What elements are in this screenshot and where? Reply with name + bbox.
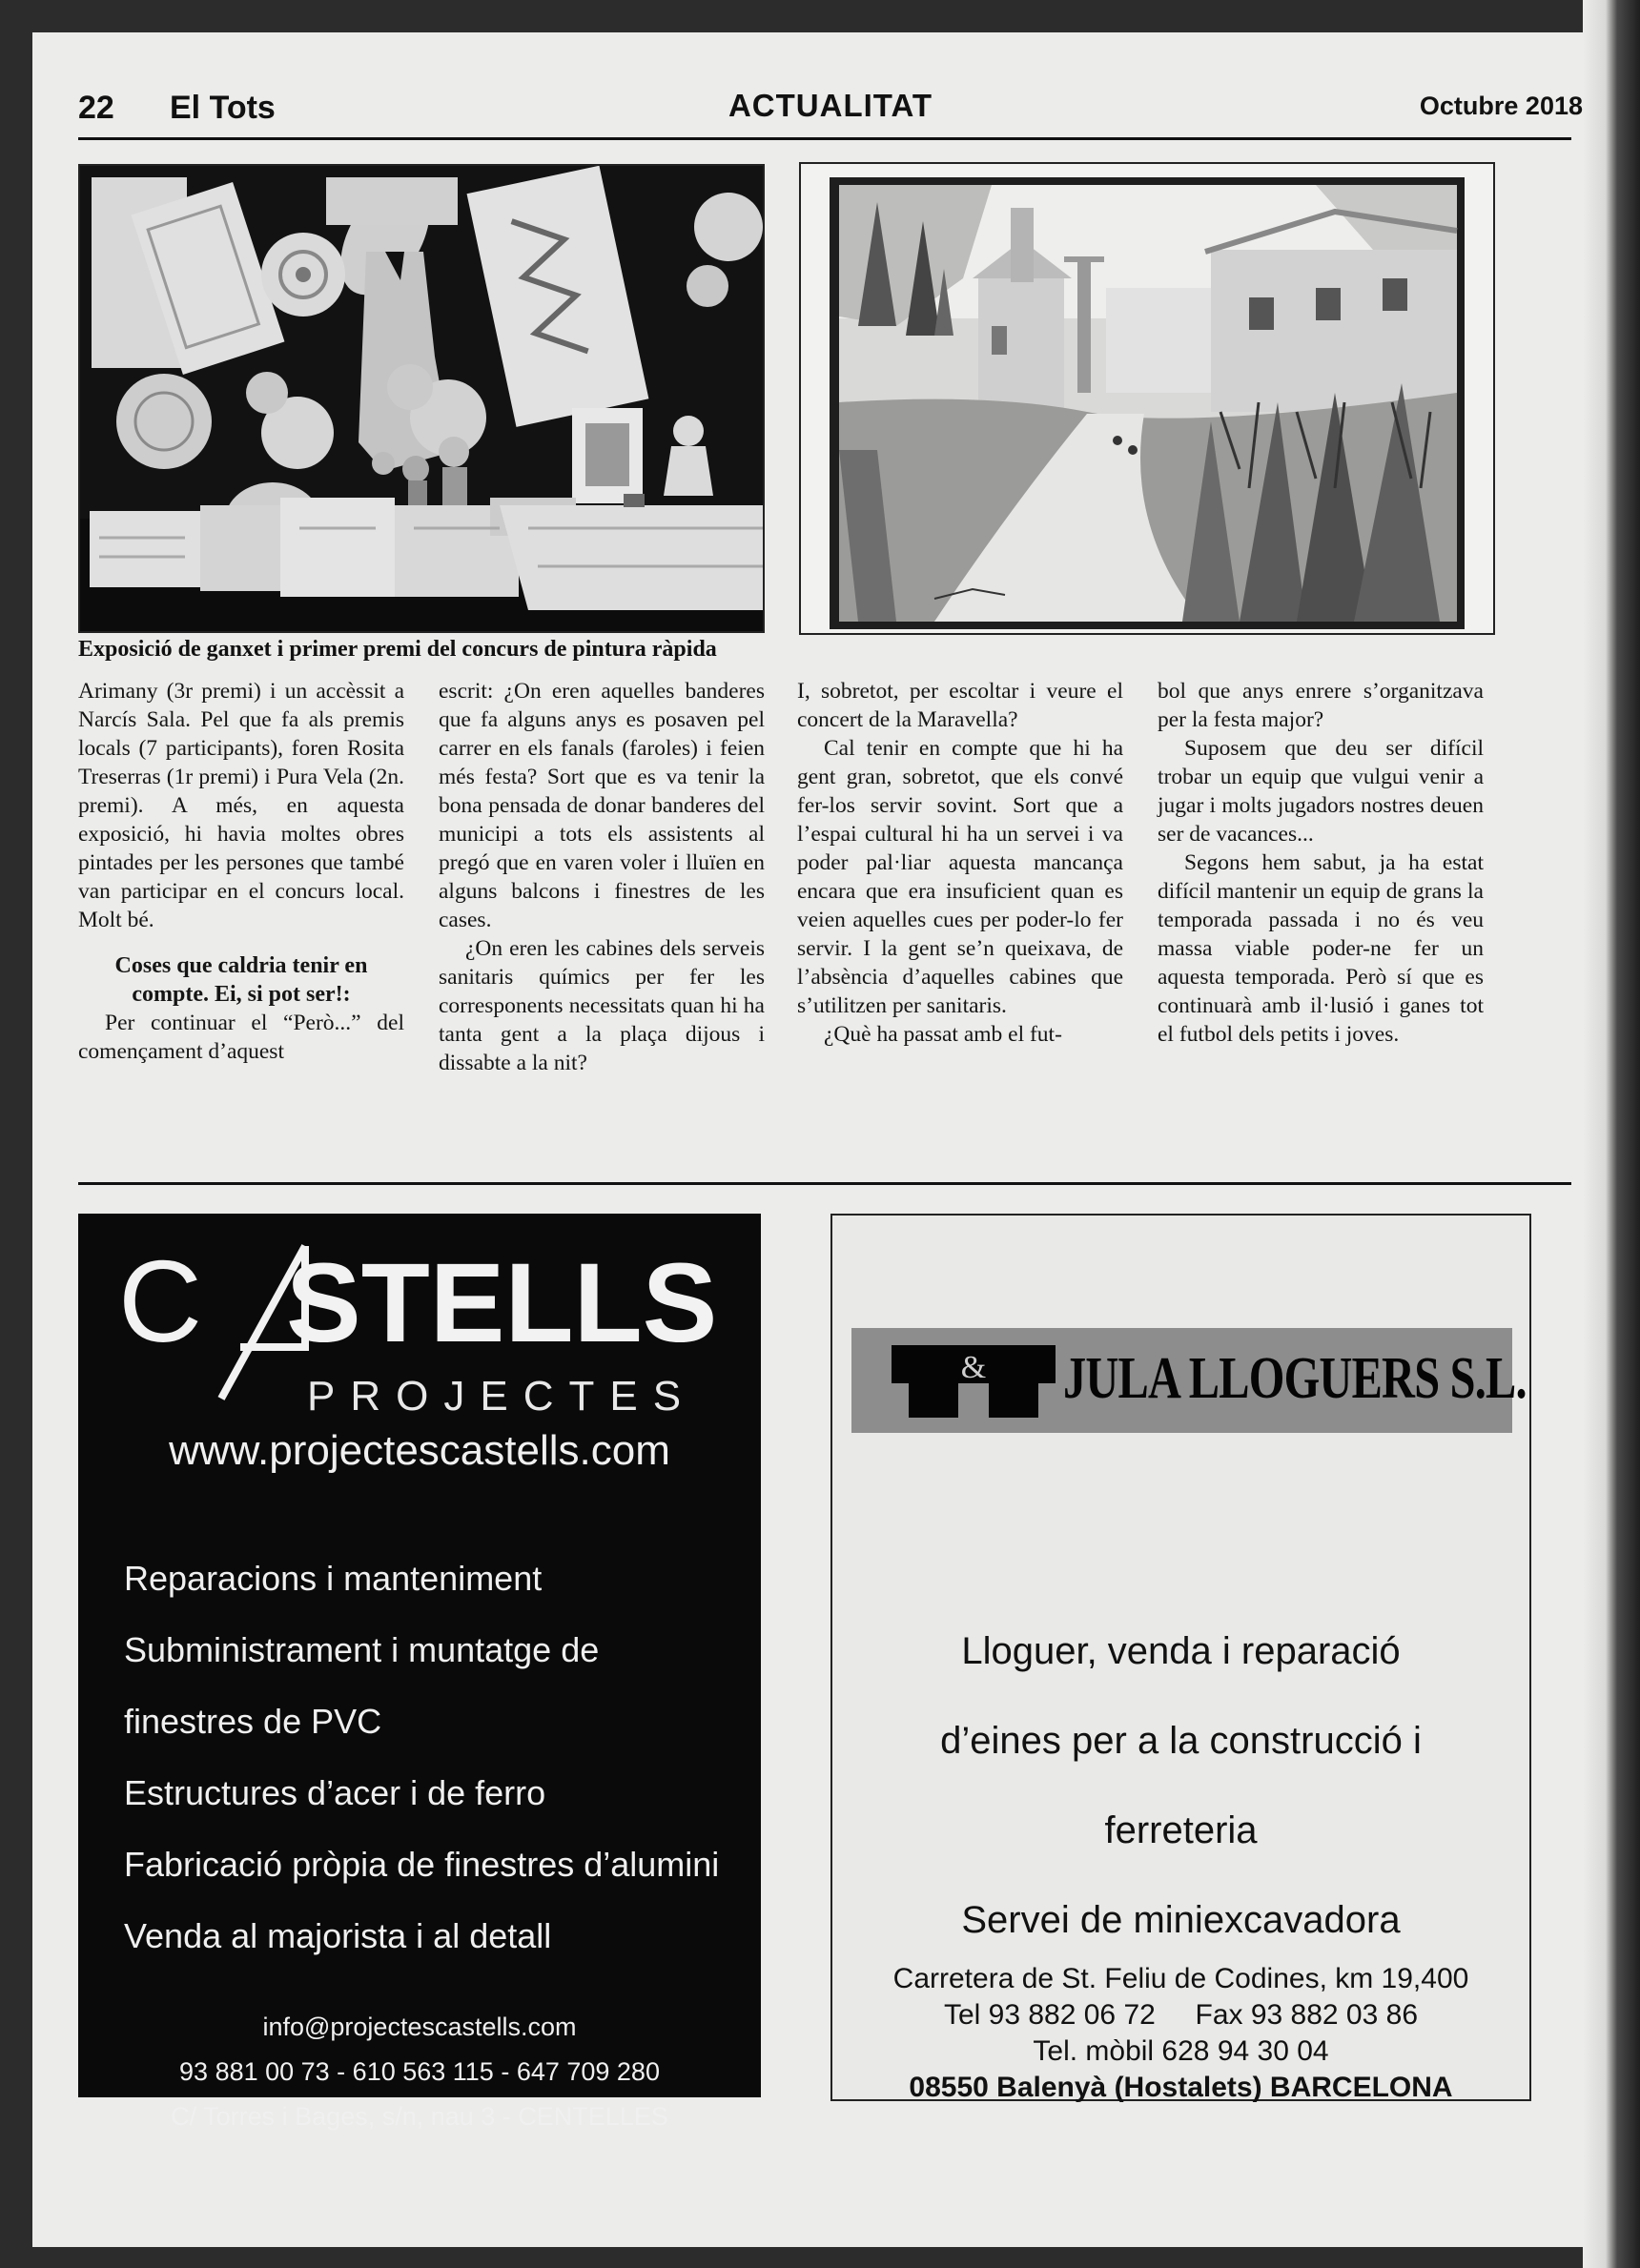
castells-phones: 93 881 00 73 - 610 563 115 - 647 709 280 bbox=[179, 2057, 660, 2086]
logo-c-letter: C bbox=[118, 1236, 203, 1366]
article-column-3 bbox=[797, 677, 1123, 1049]
jula-lloguers-ad bbox=[830, 1214, 1531, 2101]
crochet-exhibition-photo bbox=[78, 164, 765, 633]
jula-desc-line: d’eines per a la construcció i bbox=[940, 1720, 1422, 1762]
jula-desc-line: ferreteria bbox=[1104, 1809, 1258, 1851]
service-item: Subministrament i muntatge de bbox=[124, 1630, 600, 1669]
jula-desc-line: Servei de miniexcavadora bbox=[961, 1899, 1401, 1941]
paragraph: Cal tenir en compte que hi ha gent gran, sobretot, que els convé fer-los servir sovint. Sort que a l’espai cultural hi ha un servei i va poder pal·liar aquesta mancança encara que era insuficient quan es veien aquelles cues per poder-lo fer servir. I la gent se’n queixava, de l’absència d’aquelles cabines que s’utilitzen per sanitaris. bbox=[797, 736, 1123, 1018]
painting-first-prize-photo bbox=[799, 162, 1495, 635]
jula-address: Carretera de St. Feliu de Codines, km 19,400 bbox=[892, 1963, 1469, 1994]
service-item: Estructures d’acer i de ferro bbox=[124, 1773, 546, 1812]
page-number: 22 bbox=[78, 90, 114, 126]
article-body bbox=[78, 677, 1499, 1154]
article-column-1 bbox=[78, 677, 404, 1066]
castells-projectes-ad bbox=[78, 1214, 761, 2131]
paragraph: I, sobretot, per escoltar i veure el concert de la Maravella? bbox=[797, 679, 1123, 732]
castells-website: www.projectescastells.com bbox=[169, 1427, 670, 1474]
jula-desc-line: Lloguer, venda i reparació bbox=[961, 1630, 1401, 1672]
crochet-exhibition-illustration bbox=[80, 166, 763, 631]
page-edge-shadow bbox=[1583, 0, 1640, 2268]
jula-mobile: Tel. mòbil 628 94 30 04 bbox=[1033, 2035, 1329, 2067]
jula-logo-ampersand: & bbox=[960, 1350, 987, 1385]
article-column-4 bbox=[1158, 677, 1484, 1049]
logo-word: STELLS bbox=[286, 1240, 718, 1366]
article-subheading: Coses que caldria tenir en compte. Ei, si pot ser!: bbox=[114, 953, 368, 1007]
castells-contact bbox=[78, 2005, 761, 2139]
paragraph: ¿Què ha passat amb el fut- bbox=[824, 1022, 1062, 1047]
section-title: ACTUALITAT bbox=[728, 88, 933, 123]
castells-logo bbox=[118, 1235, 728, 1425]
castells-email: info@projectescastells.com bbox=[262, 2013, 577, 2041]
castells-address: C/ Torres i Bages, s/n, nau 3 - CENTELLES bbox=[171, 2102, 668, 2131]
paragraph: Arimany (3r premi) i un accèssit a Narcís Sala. Pel que fa als premis locals (7 participants), foren Rosita Treserras (1r premi) i Pura Vela (2n. premi). A més, en aquesta exposició, hi havia moltes obres pintades per les persones que també van participar en el concurs local. Molt bé. bbox=[78, 679, 404, 932]
jula-contact bbox=[832, 1961, 1529, 2106]
logo-subtitle: PROJECTES bbox=[307, 1373, 697, 1420]
paragraph: ¿On eren les cabines dels serveis sanitaris químics per fer les corresponents necessitats quan hi ha tanta gent a la plaça dijous i dissabte a la nit? bbox=[439, 936, 765, 1075]
header-rule bbox=[78, 137, 1571, 140]
castells-services-list bbox=[124, 1543, 719, 1972]
jula-banner bbox=[851, 1328, 1527, 1433]
service-item: finestres de PVC bbox=[124, 1702, 382, 1741]
jula-company-name: JULA LLOGUERS S.L. bbox=[1063, 1346, 1527, 1411]
paragraph: escrit: ¿On eren aquelles banderes que fa alguns anys es posaven pel carrer en els fanals (faroles) i feien més festa? Sort que es va tenir la bona pensada de donar banderes del municipi a tots els assistents al pregó que en varen voler i lluïen en alguns balcons i finestres de les cases. bbox=[439, 679, 765, 932]
service-item: Venda al majorista i al detall bbox=[124, 1916, 552, 1955]
jula-tel-fax: Tel 93 882 06 72 Fax 93 882 03 86 bbox=[943, 1999, 1419, 2031]
issue-date: Octubre 2018 bbox=[1419, 92, 1583, 120]
paragraph: bol que anys enrere s’organitzava per la festa major? bbox=[1158, 679, 1484, 732]
photo-caption: Exposició de ganxet i primer premi del concurs de pintura ràpida bbox=[78, 637, 717, 662]
paragraph: Per continuar el “Però...” del començament d’aquest bbox=[78, 1011, 404, 1064]
page-header bbox=[78, 57, 1583, 143]
publication-name: El Tots bbox=[170, 90, 276, 126]
jula-description bbox=[832, 1606, 1529, 1965]
paragraph: Suposem que deu ser difícil trobar un equip que vulgui venir a jugar i molts jugadors nostres deuen ser de vacances... bbox=[1158, 736, 1484, 847]
painting-illustration bbox=[801, 164, 1493, 633]
article-column-2 bbox=[439, 677, 765, 1077]
jula-city: 08550 Balenyà (Hostalets) BARCELONA bbox=[909, 2072, 1453, 2103]
service-item: Fabricació pròpia de finestres d’alumini bbox=[124, 1845, 720, 1884]
jula-logo-mark bbox=[878, 1328, 1069, 1433]
service-item: Reparacions i manteniment bbox=[124, 1559, 543, 1598]
section-divider bbox=[78, 1182, 1571, 1185]
paragraph: Segons hem sabut, ja ha estat difícil mantenir un equip de grans la temporada passada i no és veu massa viable poder-ne fer un aquesta temporada. Però sí que es continuarà amb il·lusió i ganes tot el futbol dels petits i joves. bbox=[1158, 850, 1484, 1047]
